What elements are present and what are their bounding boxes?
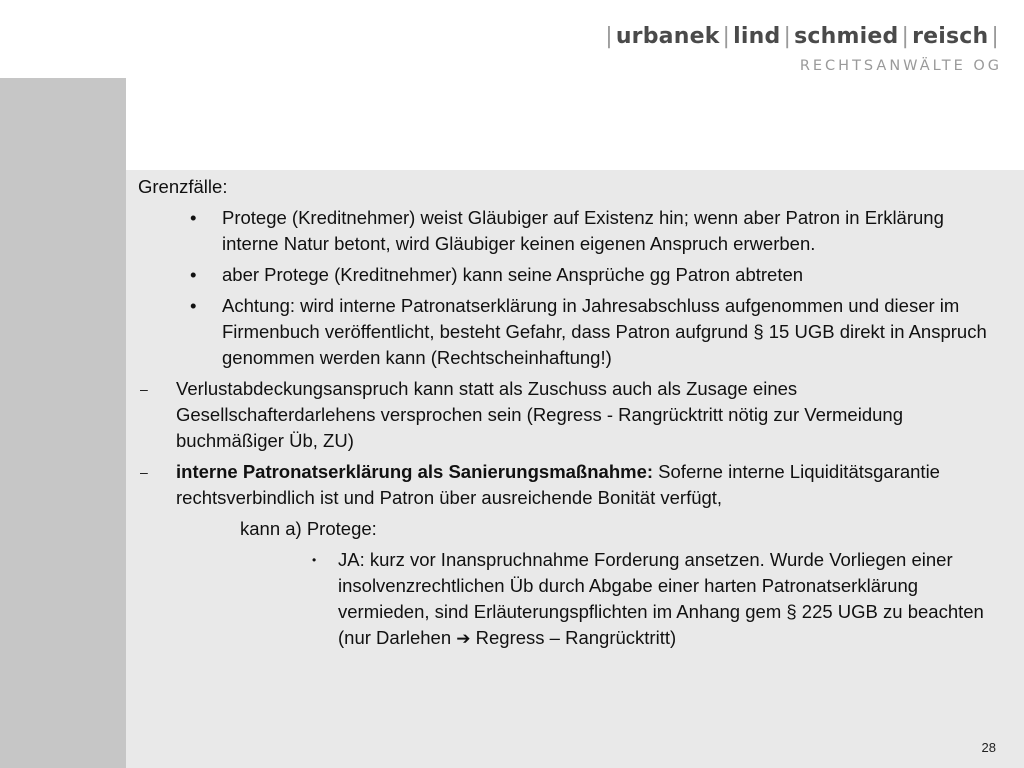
sub-bullet-item bbox=[138, 547, 998, 652]
bullet-text: aber Protege (Kreditnehmer) kann seine Ansprüche gg Patron abtreten bbox=[222, 264, 804, 285]
dash-item-bold-lead: interne Patronatserklärung als Sanierungsmaßnahme: bbox=[176, 461, 654, 482]
bullet-text: Protege (Kreditnehmer) weist Gläubiger auf Existenz hin; wenn aber Patron in Erklärung interne Natur betont, wird Gläubiger keinen eigenen Anspruch erwerben. bbox=[222, 207, 944, 254]
bullet-marker: • bbox=[190, 295, 197, 316]
section-heading: Grenzfälle: bbox=[138, 176, 228, 197]
sub-bullet-text: JA: kurz vor Inanspruchnahme Forderung ansetzen. Wurde Vorliegen einer insolvenzrechtlichen Üb durch Abgabe einer harten Patronatserklärung vermieden, sind Erläuterungspflichten im Anhang gem § 225 UGB zu beachten (nur Darlehen bbox=[338, 549, 984, 648]
bullet-item bbox=[138, 205, 998, 257]
slide-body bbox=[138, 174, 998, 652]
dash-item bbox=[138, 376, 998, 454]
firm-logo bbox=[602, 24, 1002, 74]
bullet-text: Achtung: wird interne Patronatserklärung in Jahresabschluss aufgenommen und dieser im Firmenbuch veröffentlicht, besteht Gefahr, dass Patron aufgrund § 15 UGB direkt in Anspruch genommen werden kann (Rechtscheinhaftung!) bbox=[222, 295, 987, 368]
bullet-marker: • bbox=[190, 207, 197, 228]
sub-bullet-text-end: Regress – Rangrücktritt) bbox=[470, 627, 677, 648]
arrow-right-icon: ➔ bbox=[456, 629, 471, 648]
bullet-item bbox=[138, 293, 998, 371]
left-decorative-strip bbox=[0, 78, 126, 768]
indented-line: kann a) Protege: bbox=[240, 518, 377, 539]
dash-marker: – bbox=[140, 381, 148, 397]
logo-wordmark: | urbanek | lind | schmied | reisch | bbox=[605, 24, 999, 49]
logo-subtitle: RECHTSANWÄLTE OG bbox=[799, 58, 1002, 74]
dash-item-text: Verlustabdeckungsanspruch kann statt als Zuschuss auch als Zusage eines Gesellschafterdarlehens versprochen sein (Regress - Rangrücktritt nötig zur Vermeidung buchmäßiger Üb, ZU) bbox=[176, 378, 903, 451]
bullet-marker: • bbox=[190, 264, 197, 285]
dash-item-text: Soferne interne Liquiditätsgarantie rechtsverbindlich ist und Patron über ausreichende Bonität verfügt, bbox=[176, 461, 940, 508]
sub-bullet-marker: • bbox=[312, 553, 317, 567]
dash-marker: – bbox=[140, 464, 148, 480]
page-number: 28 bbox=[981, 740, 996, 755]
dash-item bbox=[138, 459, 998, 511]
bullet-item bbox=[138, 262, 998, 288]
